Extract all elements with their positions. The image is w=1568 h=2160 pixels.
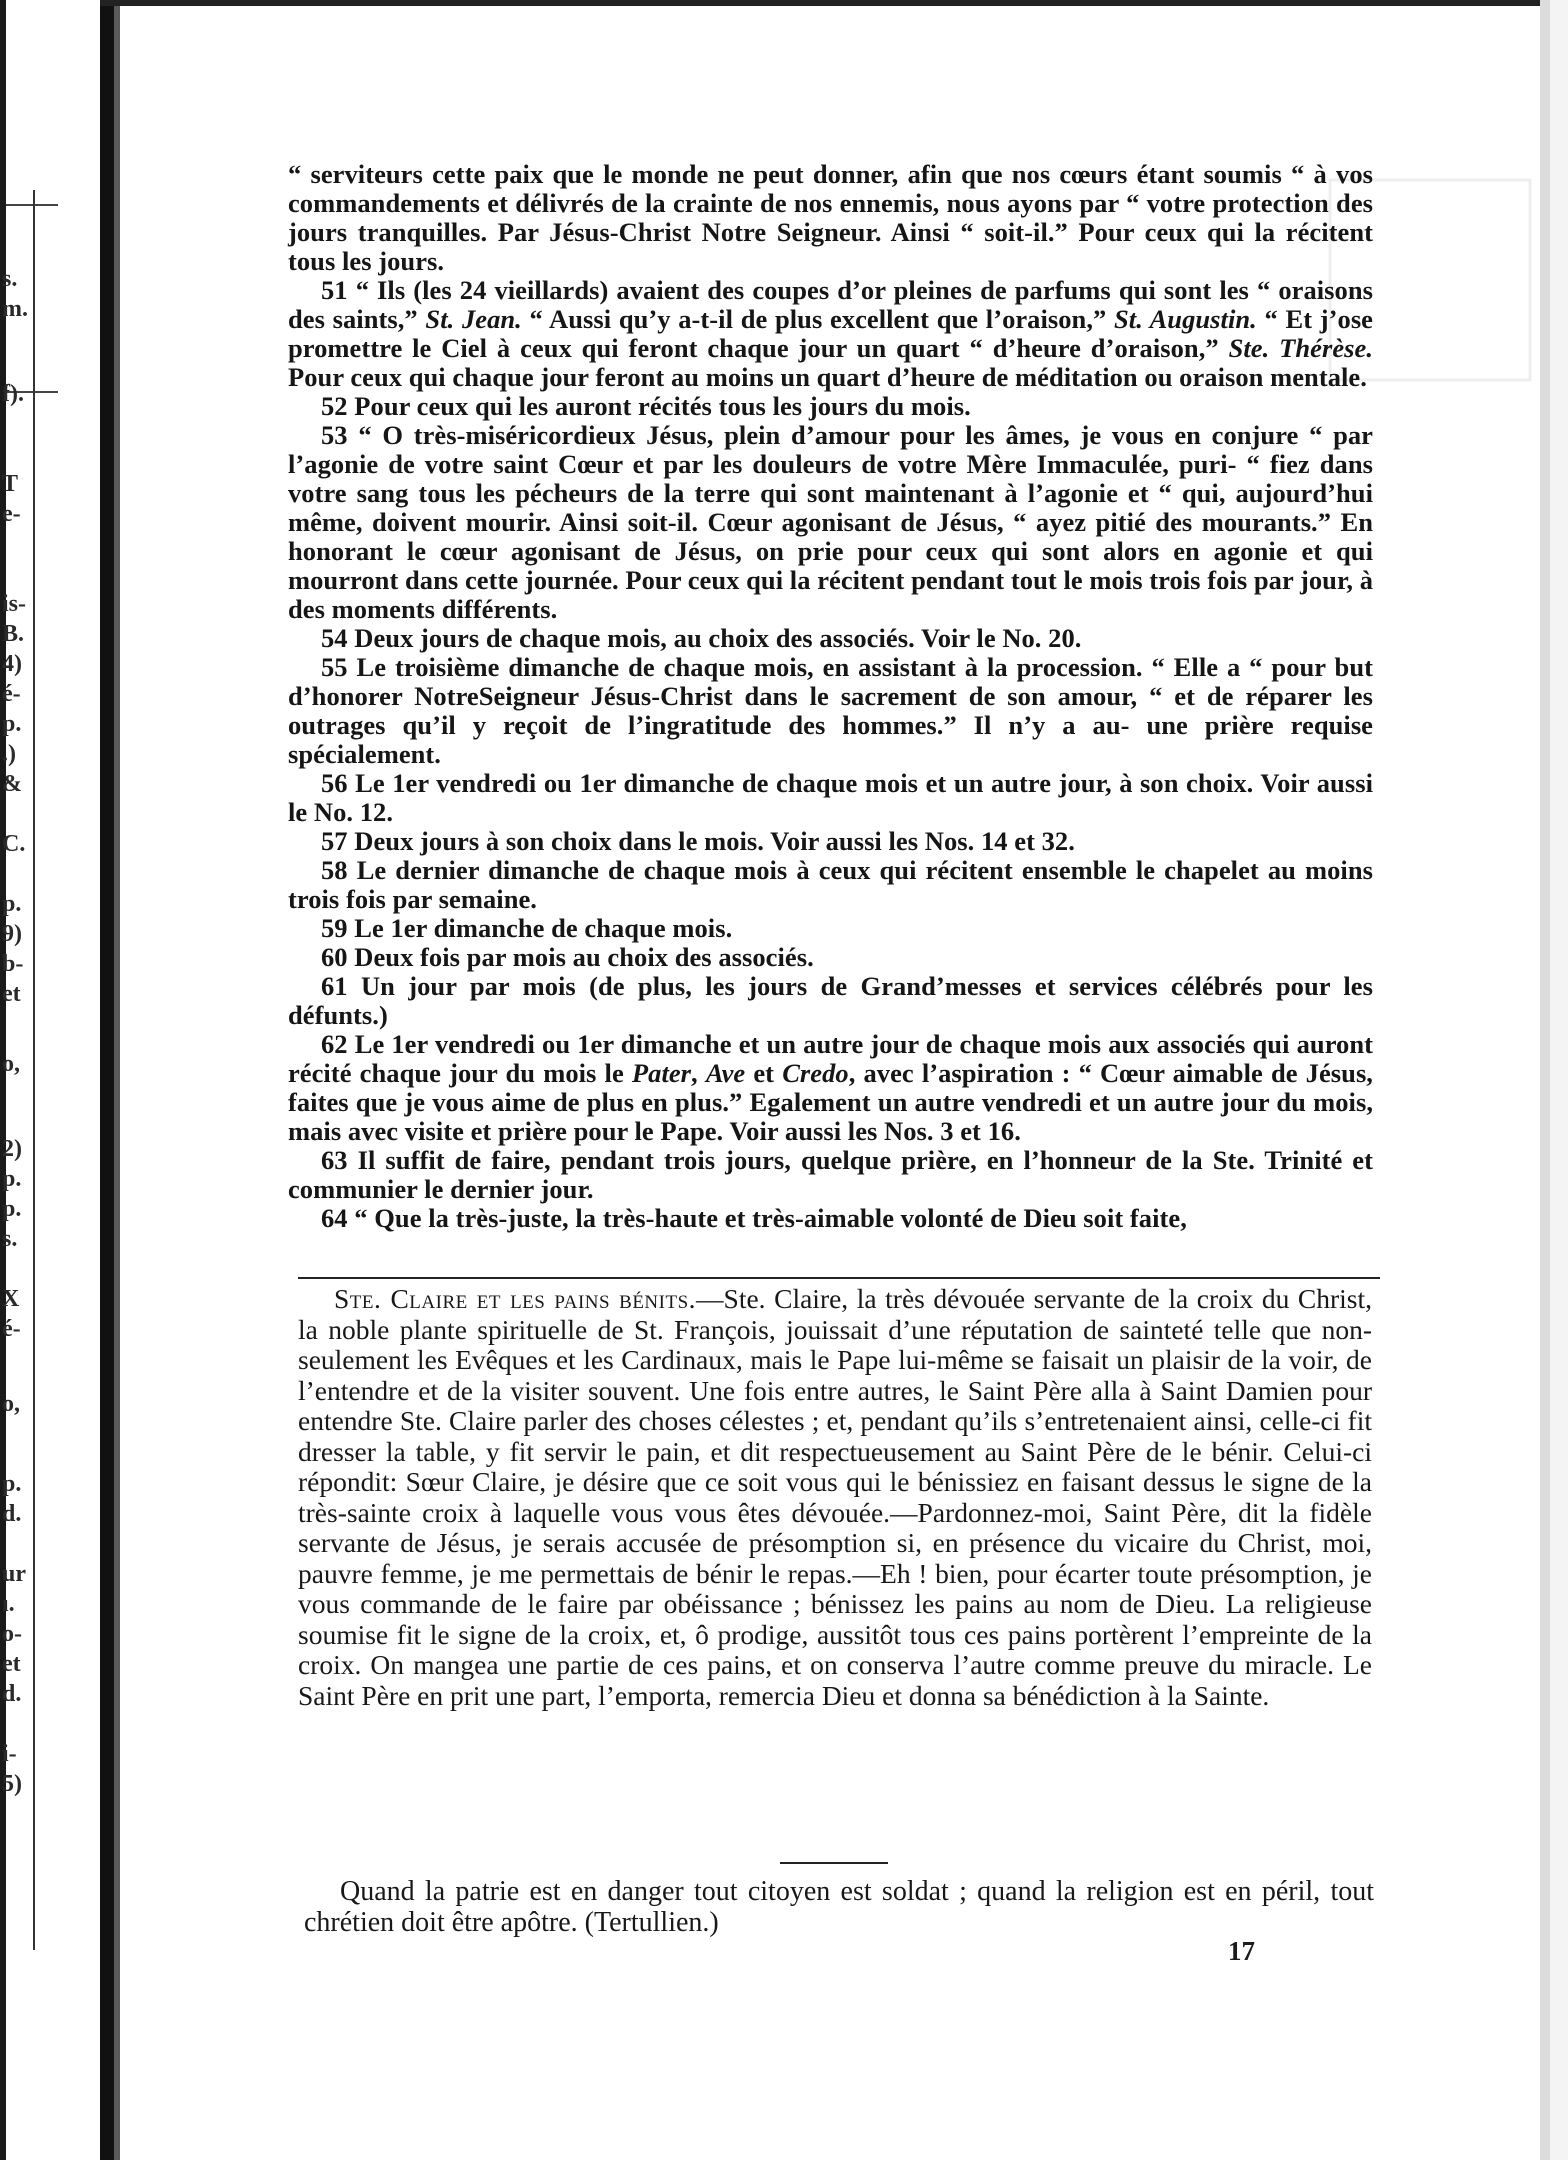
paragraph-56 [288, 769, 1373, 827]
paragraph-text: , avec l’aspiration : “ Cœur aimable de Jésus, faites que je vous aime de plus en plus.” Egalement un autre vendredi et un autre jour du mois, mais avec visite et prière pour le Pape. Voir aussi les Nos. 3 et 16. [288, 1058, 1373, 1146]
paragraph-number: 64 [321, 1203, 348, 1233]
paragraph-number: 61 [321, 971, 348, 1001]
facing-page-text-fragment: 4) [2, 651, 22, 677]
paragraph-text: Le dernier dimanche de chaque mois à ceux qui récitent ensemble le chapelet au moins trois fois par semaine. [288, 855, 1373, 914]
paragraph-60 [288, 943, 1373, 972]
paragraph-number: 63 [321, 1145, 348, 1175]
paragraph-53 [288, 421, 1373, 624]
indulgence-list [288, 160, 1373, 1233]
paragraph-text: Deux fois par mois au choix des associés. [354, 942, 814, 972]
facing-page-text-fragment: 5) [2, 1771, 22, 1797]
citation: St. Jean. [425, 304, 522, 334]
paragraph-62 [288, 1030, 1373, 1146]
facing-page-text-fragment: ı. [2, 1591, 15, 1617]
paragraph-number: 62 [321, 1029, 348, 1059]
section-divider [298, 1277, 1380, 1279]
paragraph-57 [288, 827, 1373, 856]
paragraph-text: Pour ceux qui les auront récités tous les jours du mois. [354, 391, 971, 421]
facing-page-text-fragment: d. [2, 1681, 22, 1707]
paragraph-text: Le 1er dimanche de chaque mois. [354, 913, 733, 943]
citation: Ste. Thérèse. [1228, 333, 1373, 363]
facing-page-text-fragment: T [2, 471, 19, 497]
paragraph-text: Le 1er vendredi ou 1er dimanche et un autre jour de chaque mois aux associés qui auront récité chaque jour du mois le [288, 1029, 1373, 1088]
quote-section [304, 1876, 1374, 1938]
facing-page-text-fragment: e- [2, 501, 21, 527]
facing-page-text-fragment: o, [2, 1051, 20, 1077]
paragraph-text: “ Aussi qu’y a-t-il de plus excellent que l’oraison,” [521, 304, 1114, 334]
paragraph-number: 59 [321, 913, 348, 943]
facing-page-text-fragment: p. [2, 1471, 22, 1497]
paragraph-58 [288, 856, 1373, 914]
facing-page-text-fragment: et [2, 1651, 21, 1677]
facing-page-text-fragment: i- [2, 1741, 17, 1767]
paragraph-text: Un jour par mois (de plus, les jours de Grand’messes et services célébrés pour les défunts.) [288, 971, 1373, 1030]
paragraph-text: Pour ceux qui chaque jour feront au moins un quart d’heure de méditation ou oraison mentale. [288, 362, 1367, 392]
paragraph-number: 60 [321, 942, 348, 972]
paragraph-61 [288, 972, 1373, 1030]
paragraph-number: 51 [321, 275, 348, 305]
anecdote-paragraph [298, 1284, 1372, 1711]
facing-page-text-fragment: s. [2, 1226, 18, 1252]
facing-page-fragment [0, 190, 60, 1910]
paragraph-number: 57 [321, 826, 348, 856]
facing-page-text-fragment: B. [2, 621, 25, 647]
facing-page-text-fragment: & [2, 771, 22, 797]
paragraph-text: Le 1er vendredi ou 1er dimanche de chaque mois et un autre jour, à son choix. Voir aussi le No. 12. [288, 768, 1373, 827]
prayer-name: Credo [782, 1058, 849, 1088]
facing-page-text-fragment: X [2, 1286, 20, 1312]
facing-page-text-fragment: 2) [2, 1136, 22, 1162]
facing-page-text-fragment: f). [2, 381, 24, 407]
paragraph-text: “ Et j’ose promettre le Ciel à ceux qui feront chaque jour un quart “ d’heure d’oraison,” [288, 304, 1373, 363]
facing-page-text-fragment: p. [2, 1196, 22, 1222]
facing-page-text-fragment: s. [2, 266, 18, 292]
paragraph-text: “ O très-miséricordieux Jésus, plein d’amour pour les âmes, je vous en conjure “ par l’agonie de votre saint Cœur et par les douleurs de votre Mère Immaculée, puri- “ fiez dans votre sang tous les pécheurs de la terre qui sont maintenant à l’agonie et “ qui, aujourd’hui même, doivent mourir. Ainsi soit-il. Cœur agonisant de Jésus, “ ayez pitié des mourants.” En honorant le cœur agonisant de Jésus, on prie pour ceux qui sont alors en agonie et qui mourront dans cette journée. Pour ceux qui la récitent pendant tout le mois trois fois par jour, à des moments différents. [288, 420, 1373, 624]
citation: St. Augustin. [1114, 304, 1257, 334]
facing-page-text-fragment: m. [2, 296, 28, 322]
tertullian-quote: Quand la patrie est en danger tout citoyen est soldat ; quand la religion est en péril, tout chrétien doit être apôtre. (Tertullien.) [304, 1876, 1374, 1938]
facing-page-text-fragment: o- [2, 1621, 22, 1647]
facing-page-text-fragment: b- [2, 951, 24, 977]
paragraph-text: “ Ils (les 24 vieillards) avaient des coupes d’or pleines de parfums qui sont les “ oraisons des saints,” [288, 275, 1373, 334]
paragraph-54 [288, 624, 1373, 653]
anecdote-heading: Ste. Claire et les pains bénits. [334, 1283, 697, 1314]
paragraph-64 [288, 1204, 1373, 1233]
paragraph-51 [288, 276, 1373, 392]
paragraph-text: “ Que la très-juste, la très-haute et très-aimable volonté de Dieu soit faite, [354, 1203, 1187, 1233]
facing-page-text-fragment: ur [2, 1561, 26, 1587]
facing-page-text-fragment: é- [2, 681, 21, 707]
facing-page-text-fragment: o, [2, 1391, 20, 1417]
paragraph-number: 52 [321, 391, 348, 421]
quote-divider [780, 1862, 888, 1864]
facing-page-text-fragment: p. [2, 1166, 22, 1192]
prayer-name: Ave [705, 1058, 746, 1088]
paragraph-text: Deux jours à son choix dans le mois. Voir aussi les Nos. 14 et 32. [354, 826, 1075, 856]
facing-page-text-fragment: C. [2, 831, 26, 857]
paragraph-63 [288, 1146, 1373, 1204]
facing-page-text-fragment: p. [2, 711, 22, 737]
facing-page-text-fragment: et [2, 981, 21, 1007]
facing-page-text-fragment: é- [2, 1316, 21, 1342]
paragraph-number: 55 [321, 652, 348, 682]
paragraph-text: Il suffit de faire, pendant trois jours, quelque prière, en l’honneur de la Ste. Trinité et communier le dernier jour. [288, 1145, 1373, 1204]
facing-page-text-fragment: d. [2, 1501, 22, 1527]
prayer-name: Pater [631, 1058, 692, 1088]
paragraph-number: 54 [321, 623, 348, 653]
paragraph-text: et [745, 1058, 783, 1088]
paragraph-59 [288, 914, 1373, 943]
facing-page-text-fragment: p. [2, 891, 22, 917]
paragraph-55 [288, 653, 1373, 769]
paragraph-text: , [691, 1058, 706, 1088]
paragraph-prayer-end: “ serviteurs cette paix que le monde ne peut donner, afin que nos cœurs étant soumis “ à vos commandements et délivrés de la crainte de nos ennemis, nous ayons par “ votre protection des jours tranquilles. Par Jésus-Christ Notre Seigneur. Ainsi “ soit-il.” Pour ceux qui la récitent tous les jours. [288, 159, 1373, 276]
paragraph-number: 56 [321, 768, 348, 798]
paragraph-number: 53 [321, 420, 348, 450]
paragraph-number: 58 [321, 855, 348, 885]
facing-page-text-fragment: 9) [2, 921, 22, 947]
anecdote-text: —Ste. Claire, la très dévouée servante de la croix du Christ, la noble plante spirituelle de St. François, jouissait d’une réputation de sainteté telle que non-seulement les Evêques et les Cardinaux, mais le Pape lui-même se faisait un plaisir de la voir, de l’entendre et de la visiter souvent. Une fois entre autres, le Saint Père alla à Saint Damien pour entendre Ste. Claire parler des choses célestes ; et, pendant qu’ils s’entretenaient ainsi, celle-ci fit dresser la table, y fit servir le pain, et dit respectueusement au Saint Père de le bénir. Celui-ci répondit: Sœur Claire, je désire que ce soit vous qui le bénissiez en faisant dessus le signe de la très-sainte croix à laquelle vous vous êtes dévouée.—Pardonnez-moi, Saint Père, dit la fidèle servante de Jésus, je serais accusée de présomption si, en présence du vicaire du Christ, moi, pauvre femme, je me permettais de bénir le repas.—Eh ! bien, pour écarter toute présomption, je vous commande de le faire par obéissance ; bénissez les pains au nom de Dieu. La religieuse soumise fit le signe de la croix, et, ô prodige, aussitôt tous ces pains portèrent l’empreinte de la croix. On mangea une partie de ces pains, et on conserva l’autre comme preuve du miracle. Le Saint Père en prit une part, l’emporta, remercia Dieu et donna sa bénédiction à la Sainte. [298, 1283, 1372, 1711]
paragraph-52 [288, 392, 1373, 421]
facing-page-text-fragment: .) [2, 741, 16, 767]
page-number: 17 [1228, 1936, 1255, 1966]
facing-page-text-fragment: is- [2, 591, 26, 617]
paragraph-text: Le troisième dimanche de chaque mois, en assistant à la procession. “ Elle a “ pour but d’honorer NotreSeigneur Jésus-Christ dans le sacrement de son amour, “ et de réparer les outrages qu’il y reçoit de l’ingratitude des hommes.” Il n’y a au- une prière requise spécialement. [288, 652, 1373, 769]
anecdote-section [298, 1284, 1372, 1711]
paragraph-text: Deux jours de chaque mois, au choix des associés. Voir le No. 20. [354, 623, 1082, 653]
